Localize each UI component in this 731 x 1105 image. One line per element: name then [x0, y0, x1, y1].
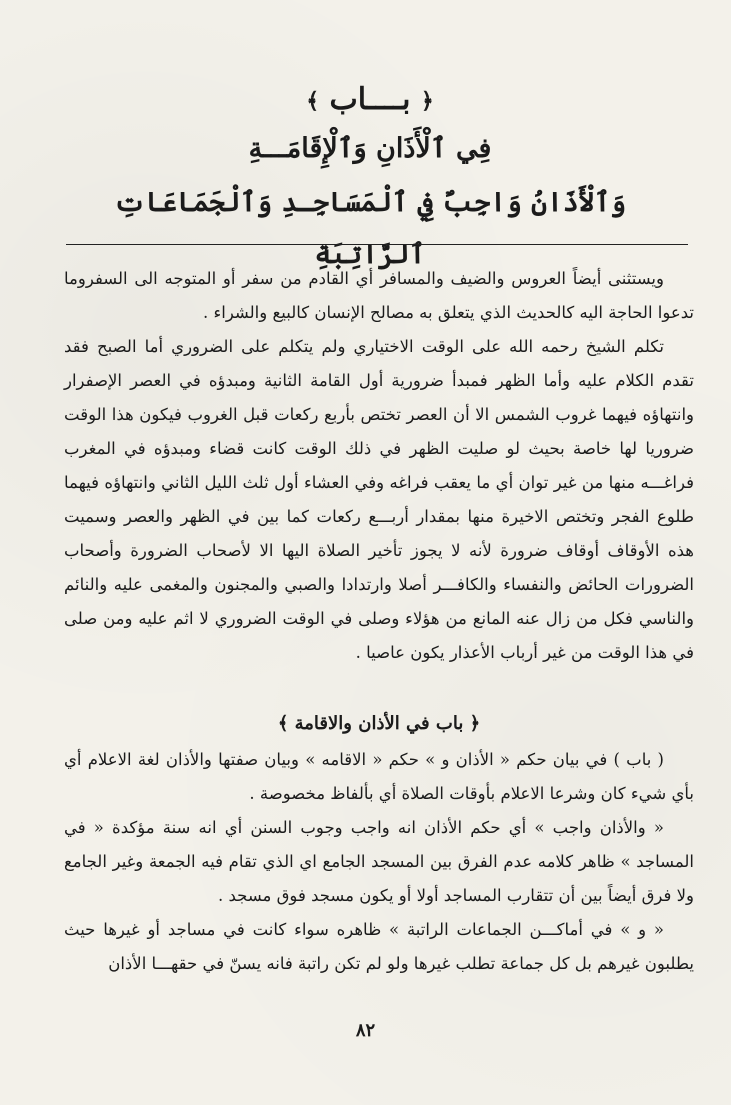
ornament-close: ﴾: [277, 713, 289, 734]
section-heading-block: [64, 707, 694, 741]
header-divider: [66, 244, 688, 245]
ornament-close: ﴾: [306, 88, 320, 114]
paragraph: « والأذان واجب » أي حكم الأذان انه واجب وجوب السنن أي انه سنة مؤكدة « في المساجد » ظاهر كلامه عدم الفرق بين المسجد الجامع اي الذي تقام فيه الجمعة وغير الجامع ولا فرق أيضاً بين أن تتقارب المساجد أولا أو يكون مسجد فوق مسجد .: [64, 818, 694, 905]
chapter-subtitle-line-1: فِي ٱلْأَذَانِ وَٱلْإِقَامَـــةِ: [248, 133, 492, 164]
ornament-open: ﴿: [469, 713, 481, 734]
paragraph: « و » في أماكـــن الجماعات الراتبة » ظاهره سواء كانت في مساجد أو غيرها حيث يطلبون غيرهم بل كل جماعة تطلب غيرها ولو لم تكن راتبة فانه يسنّ في حقهـــا الأذان: [64, 920, 694, 973]
section-heading-text: باب في الأذان والاقامة: [294, 713, 464, 734]
chapter-title: [60, 80, 680, 121]
chapter-subtitle-line-2: وَٱلْأَذَانُ وَاجِبٌ فِي ٱلْمَسَاجِـدِ وَٱلْجَمَاعَاتِ ٱلرَّاتِبَةِ: [113, 187, 627, 270]
paragraph: ويستثنى أيضاً العروس والضيف والمسافر أي القادم من سفر أو المتوجه الى السفروما تدعوا الحاجة اليه كالحديث الذي يتعلق به مصالح الإنسان كالبيع والشراء .: [64, 269, 694, 322]
paragraph: تكلم الشيخ رحمه الله على الوقت الاختياري ولم يتكلم على الضروري أما الصبح فقد تقدم الكلام عليه وأما الظهر فمبدأ ضرورية أول القامة الثانية ومبدؤه في العصر الإصفرار وانتهاؤه فيهما غروب الشمس الا أن العصر تختص بأربع ركعات قبل الغروب فيكون هذا الوقت ضروريا لها خاصة بحيث لو صليت الظهر في ذلك الوقت كانت قضاء ومبدؤه في المغرب فراغـــه منها من غير توان أي ما يعقب فراغه وفي العشاء أول ثلث الليل الثاني وانتهاؤه فيهما طلوع الفجر وتختص الاخيرة منها بمقدار أربـــع ركعات كما بين في الظهر والعصر وسميت هذه الأوقاف أوقاف ضرورة لأنه لا يجوز تأخير الصلاة اليها الا لأصحاب الضرورة وأصحاب الضرورات الحائض والنفساء والكافـــر أصلا وارتدادا والصبي والمجنون والمغمى عليه والنائم والناسي فكل من زال عنه المانع من هؤلاء وصلى في الوقت الضروري لا اثم عليه ومن صلى في هذا الوقت من غير أرباب الأعذار يكون عاصيا .: [64, 337, 694, 662]
paragraph: ( باب ) في بيان حكم « الأذان و » حكم « الاقامه » وبيان صفتها والأذان لغة الاعلام أي بأي شيء كان وشرعا الاعلام بأوقات الصلاة أي بألفاظ مخصوصة .: [64, 750, 694, 803]
body-text-top: [64, 262, 694, 670]
chapter-header: [60, 80, 680, 281]
ornament-open: ﴿: [420, 88, 434, 114]
page-number: ٨٢: [355, 1020, 376, 1041]
chapter-word: بــــاب: [329, 82, 411, 117]
body-text-bottom: [64, 743, 694, 981]
section-heading: [64, 707, 694, 741]
